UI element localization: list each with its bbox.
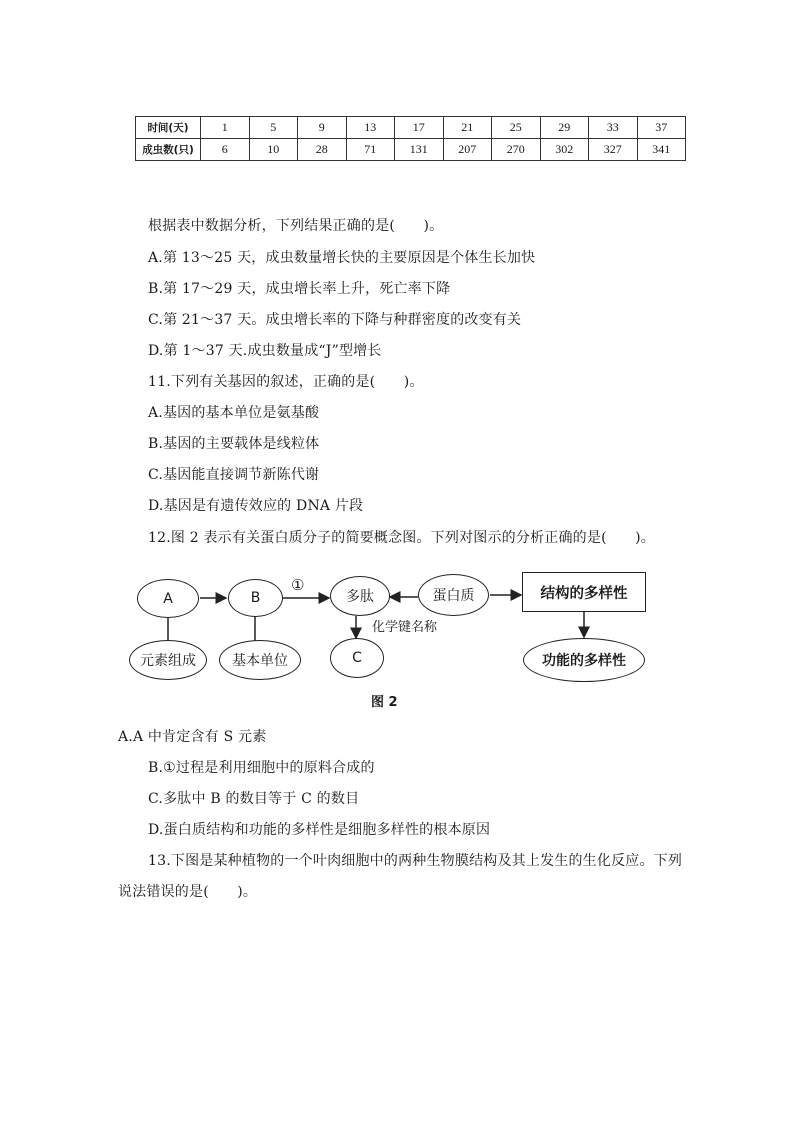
table-cell: 33 — [589, 117, 638, 139]
node-structure-diversity: 结构的多样性 — [522, 572, 646, 612]
table-cell: 5 — [249, 117, 298, 139]
bond-name-label: 化学键名称 — [372, 620, 438, 635]
option-c: C.多肽中 B 的数目等于 C 的数目 — [148, 791, 360, 807]
question-13-stem-line2: 说法错误的是( )。 — [118, 884, 258, 900]
table-cell: 17 — [395, 117, 444, 139]
table-row-time — [136, 117, 686, 139]
table-cell: 21 — [443, 117, 492, 139]
table-cell: 29 — [540, 117, 589, 139]
question-11-stem: 11.下列有关基因的叙述，正确的是( )。 — [148, 374, 424, 390]
table-cell: 10 — [249, 139, 298, 161]
table-row-count — [136, 139, 686, 161]
table-cell: 131 — [395, 139, 444, 161]
node-function-diversity: 功能的多样性 — [523, 638, 645, 682]
option-d: D.第 1～37 天.成虫数量成“J”型增长 — [148, 343, 382, 359]
node-b: B — [228, 579, 283, 617]
table-cell: 25 — [492, 117, 541, 139]
table-cell: 9 — [298, 117, 347, 139]
option-b: B.①过程是利用细胞中的原料合成的 — [148, 760, 375, 776]
population-data-table — [135, 116, 686, 161]
table-header-time: 时间(天) — [136, 117, 201, 139]
node-element-composition: 元素组成 — [129, 640, 207, 680]
option-c: C.第 21～37 天。成虫增长率的下降与种群密度的改变有关 — [148, 312, 522, 328]
option-d: D.基因是有遗传效应的 DNA 片段 — [148, 498, 364, 514]
table-header-count: 成虫数(只) — [136, 139, 201, 161]
node-polypeptide: 多肽 — [330, 576, 390, 616]
option-b: B.第 17～29 天，成虫增长率上升，死亡率下降 — [148, 281, 451, 297]
table-cell: 302 — [540, 139, 589, 161]
figure-caption: 图 2 — [371, 695, 398, 710]
option-a: A.A 中肯定含有 S 元素 — [118, 729, 267, 745]
question-12-stem: 12.图 2 表示有关蛋白质分子的简要概念图。下列对图示的分析正确的是( )。 — [148, 530, 655, 546]
node-c: C — [330, 638, 384, 678]
option-c: C.基因能直接调节新陈代谢 — [148, 467, 320, 483]
table-cell: 13 — [346, 117, 395, 139]
node-a: A — [137, 579, 199, 618]
option-a: A.基因的基本单位是氨基酸 — [148, 405, 320, 421]
table-cell: 6 — [201, 139, 250, 161]
option-d: D.蛋白质结构和功能的多样性是细胞多样性的根本原因 — [148, 822, 491, 838]
table-cell: 28 — [298, 139, 347, 161]
option-a: A.第 13～25 天，成虫数量增长快的主要原因是个体生长加快 — [148, 250, 536, 266]
table-cell: 207 — [443, 139, 492, 161]
table-cell: 270 — [492, 139, 541, 161]
table-cell: 1 — [201, 117, 250, 139]
arrow-label-1: ① — [291, 576, 305, 594]
table-cell: 327 — [589, 139, 638, 161]
question-13-stem-line1: 13.下图是某种植物的一个叶肉细胞中的两种生物膜结构及其上发生的生化反应。下列 — [148, 853, 683, 869]
protein-concept-diagram — [0, 560, 794, 720]
table-cell: 341 — [637, 139, 686, 161]
node-basic-unit: 基本单位 — [219, 640, 301, 680]
table-cell: 71 — [346, 139, 395, 161]
node-protein: 蛋白质 — [418, 574, 489, 616]
option-b: B.基因的主要载体是线粒体 — [148, 436, 320, 452]
question-10-stem: 根据表中数据分析，下列结果正确的是( )。 — [148, 218, 444, 234]
table-cell: 37 — [637, 117, 686, 139]
